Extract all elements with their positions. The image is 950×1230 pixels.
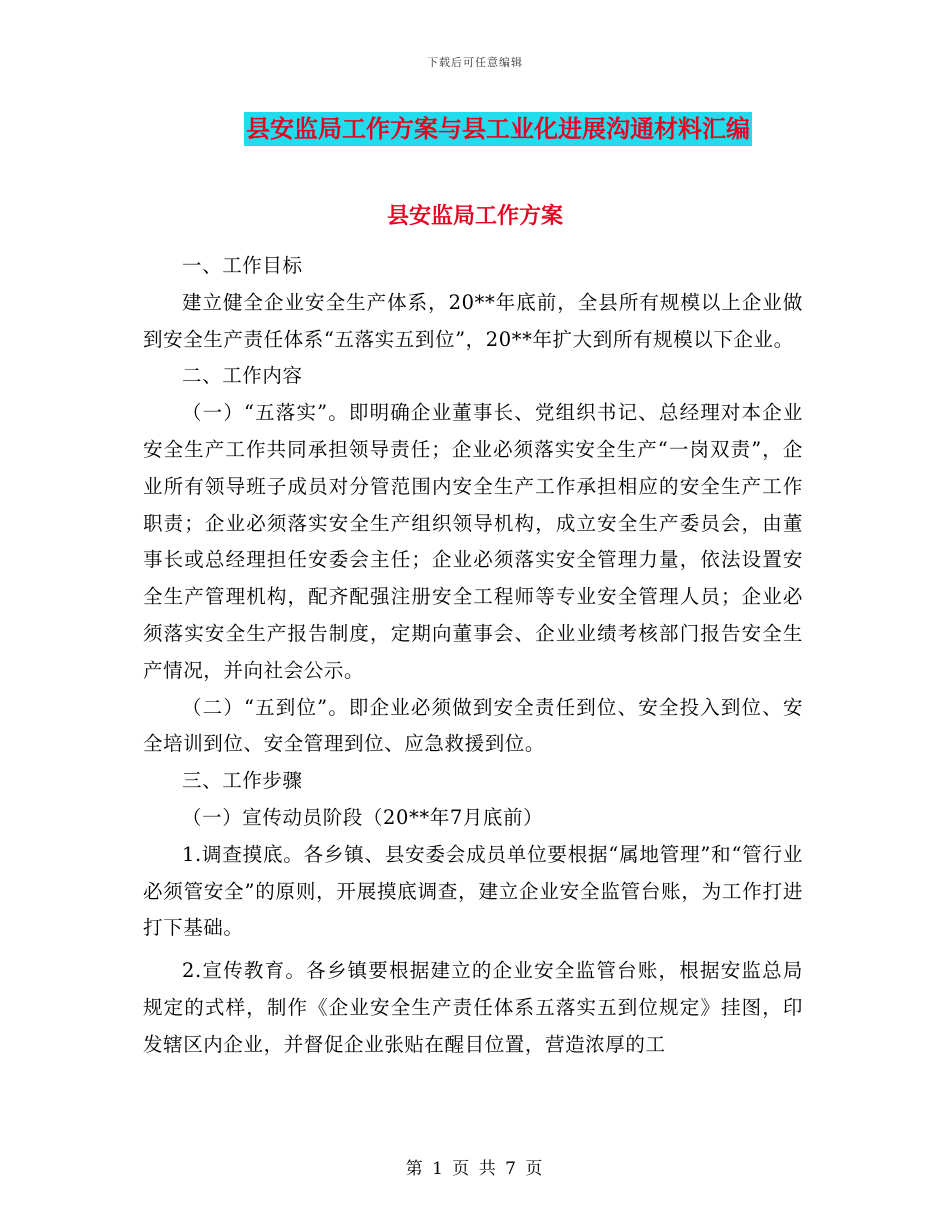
header-note: 下载后可任意编辑 bbox=[427, 56, 523, 69]
paragraph: 建立健全企业安全生产体系，20**年底前，全县所有规模以上企业做到安全生产责任体系“五落实五到位”，20**年扩大到所有规模以下企业。 bbox=[143, 290, 803, 351]
section-heading: 二、工作内容 bbox=[182, 364, 303, 388]
subsection-heading: （一）宣传动员阶段（20**年7月底前） bbox=[182, 805, 544, 829]
paragraph: 2.宣传教育。各乡镇要根据建立的企业安全监管台账，根据安监总局规定的式样，制作《企业安全生产责任体系五落实五到位规定》挂图，印发辖区内企业，并督促企业张贴在醒目位置，营造浓厚的工 bbox=[143, 959, 803, 1056]
main-title: 县安监局工作方案与县工业化进展沟通材料汇编 bbox=[244, 112, 752, 146]
paragraph: （二）“五到位”。即企业必须做到安全责任到位、安全投入到位、安全培训到位、安全管理到位、应急救援到位。 bbox=[143, 695, 803, 756]
main-title-container bbox=[0, 112, 950, 146]
paragraph: （一）“五落实”。即明确企业董事长、党组织书记、总经理对本企业安全生产工作共同承担领导责任；企业必须落实安全生产“一岗双责”，企业所有领导班子成员对分管范围内安全生产工作承担相应的安全生产工作职责；企业必须落实安全生产组织领导机构，成立安全生产委员会，由董事长或总经理担任安委会主任；企业必须落实安全管理力量，依法设置安全生产管理机构，配齐配强注册安全工程师等专业安全管理人员；企业必须落实安全生产报告制度，定期向董事会、企业业绩考核部门报告安全生产情况，并向社会公示。 bbox=[143, 401, 803, 682]
section-heading: 一、工作目标 bbox=[182, 254, 303, 277]
paragraph: 1.调查摸底。各乡镇、县安委会成员单位要根据“属地管理”和“管行业必须管安全”的原则，开展摸底调查，建立企业安全监管台账，为工作打进打下基础。 bbox=[143, 842, 803, 940]
section-heading: 三、工作步骤 bbox=[182, 769, 303, 793]
document-body bbox=[143, 248, 803, 1064]
page-footer: 第 1 页 共 7 页 bbox=[405, 1159, 545, 1179]
sub-title: 县安监局工作方案 bbox=[386, 204, 563, 229]
